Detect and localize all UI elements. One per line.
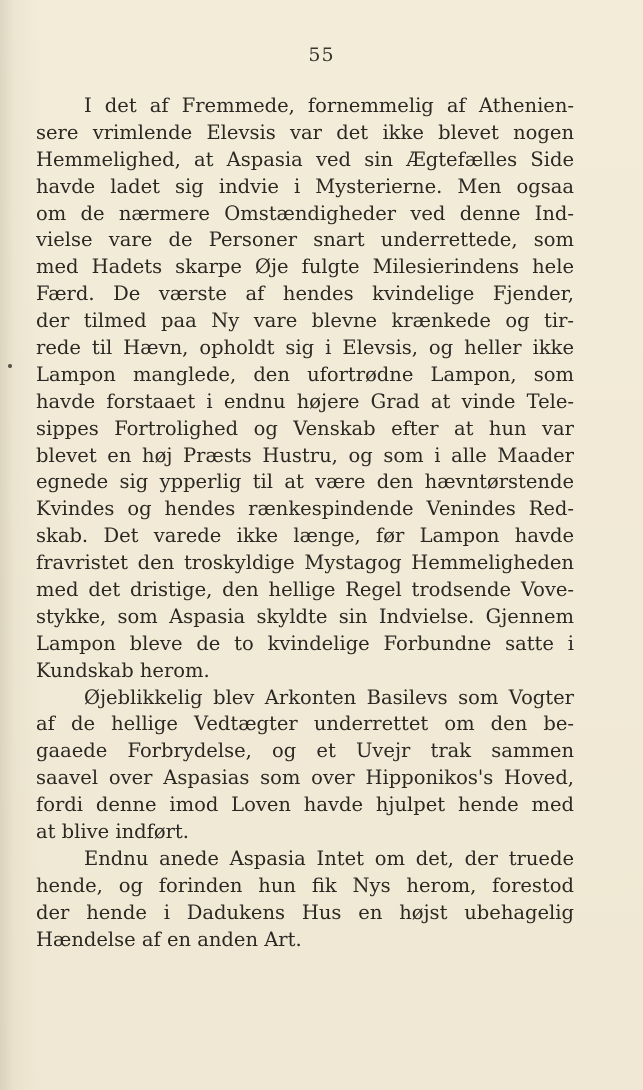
- text-line: Kundskab herom.: [36, 658, 210, 682]
- text-line: Hændelse af en anden Art.: [36, 927, 302, 951]
- text-line: fordi denne imod Loven havde hjulpet hende med: [36, 793, 574, 817]
- text-line: I det af Fremmede, fornemmelig af Athenien-: [84, 94, 574, 117]
- text-line: Endnu anede Aspasia Intet om det, der truede: [84, 846, 574, 870]
- text-line: havde forstaaet i endnu højere Grad at vinde Tele-: [36, 389, 574, 413]
- text-line: Hemmelighed, at Aspasia ved sin Ægtefælles Side: [36, 147, 574, 171]
- text-line: om de nærmere Omstændigheder ved denne Ind-: [36, 201, 574, 225]
- text-line: Færd. De værste af hendes kvindelige Fjender,: [36, 282, 574, 306]
- margin-dot: [8, 364, 12, 368]
- text-line: blevet en høj Præsts Hustru, og som i alle Maader: [36, 443, 574, 467]
- text-line: vielse vare de Personer snart underrettede, som: [36, 228, 574, 252]
- text-line: sippes Fortrolighed og Venskab efter at hun var: [36, 416, 574, 440]
- text-line: sere vrimlende Elevsis var det ikke blevet nogen: [36, 120, 574, 144]
- text-line: havde ladet sig indvie i Mysterierne. Men ogsaa: [36, 174, 574, 198]
- text-line: der hende i Dadukens Hus en højst ubehagelig: [36, 900, 574, 924]
- text-line: stykke, som Aspasia skyldte sin Indvielse. Gjennem: [36, 604, 574, 628]
- text-line: med det dristige, den hellige Regel trodsende Vove-: [36, 578, 574, 602]
- text-line: rede til Hævn, opholdt sig i Elevsis, og heller ikke: [36, 336, 574, 360]
- text-line: gaaede Forbrydelse, og et Uvejr trak sammen: [36, 739, 574, 763]
- text-line: fravristet den troskyldige Mystagog Hemmeligheden: [36, 551, 574, 575]
- text-line: Lampon manglede, den ufortrødne Lampon, som: [36, 362, 574, 386]
- text-line: med Hadets skarpe Øje fulgte Milesierindens hele: [36, 255, 574, 279]
- text-line: saavel over Aspasias som over Hipponikos's Hoved,: [36, 766, 574, 790]
- text-line: Lampon bleve de to kvindelige Forbundne satte i: [36, 631, 574, 655]
- body-text: [36, 93, 574, 954]
- text-line: at blive indført.: [36, 820, 189, 844]
- text-line: Kvindes og hendes rænkespindende Venindes Red-: [36, 497, 574, 521]
- text-line: af de hellige Vedtægter underrettet om den be-: [36, 712, 574, 736]
- text-line: egnede sig ypperlig til at være den hævntørstende: [36, 470, 574, 494]
- text-line: hende, og forinden hun fik Nys herom, forestod: [36, 873, 574, 897]
- text-line: der tilmed paa Ny vare blevne krænkede og tir-: [36, 309, 574, 333]
- text-line: skab. Det varede ikke længe, før Lampon havde: [36, 524, 574, 548]
- page-number: 55: [308, 44, 335, 66]
- text-line: Øjeblikkelig blev Arkonten Basilevs som Vogter: [84, 685, 574, 709]
